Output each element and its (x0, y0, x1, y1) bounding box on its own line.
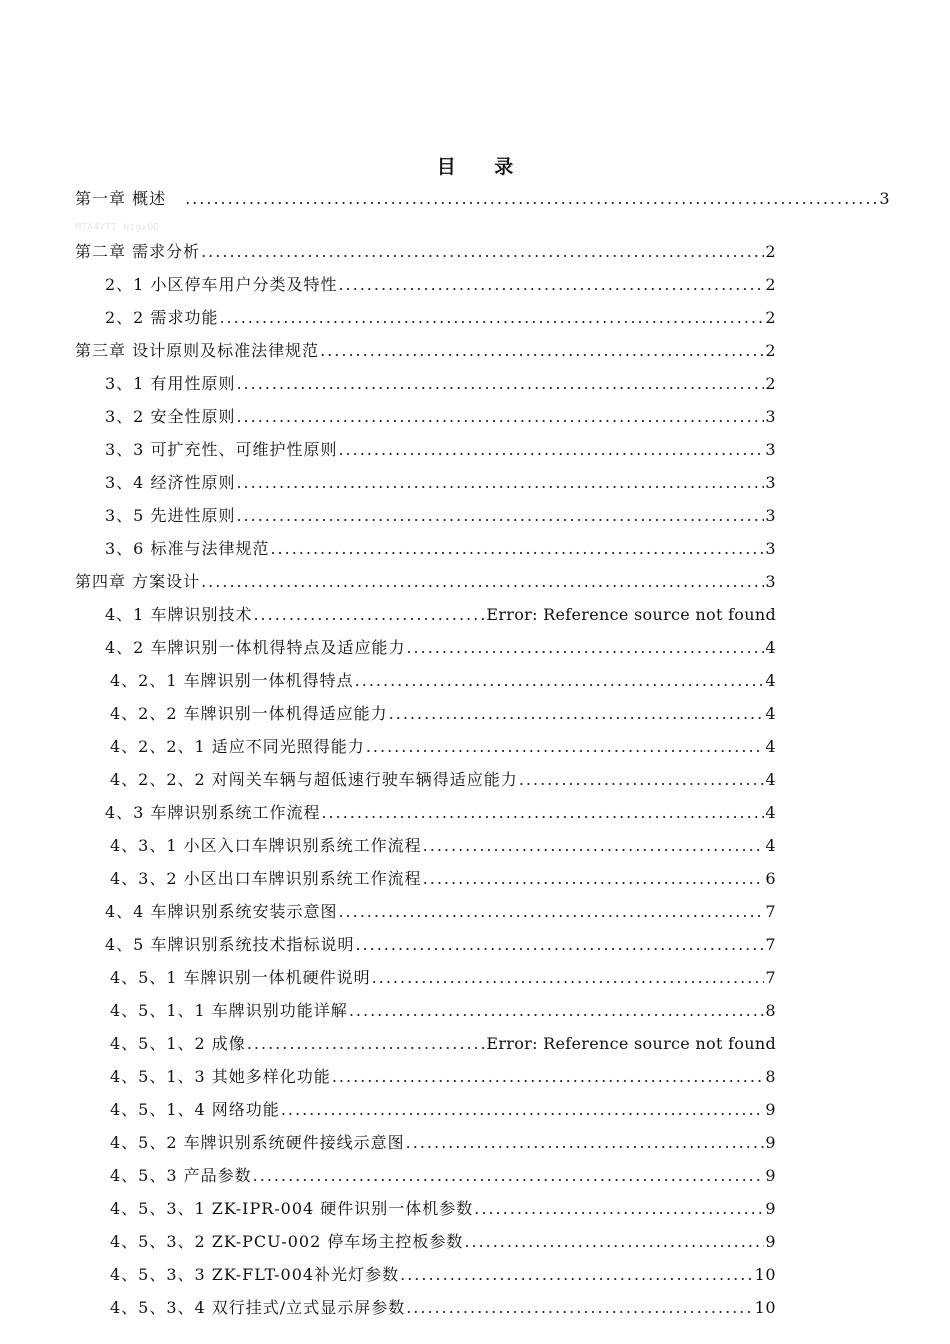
toc-entry-label: 第一章 概述 (75, 189, 167, 208)
toc-entry-page: 3 (765, 473, 776, 492)
toc-entry-page: 2 (765, 242, 776, 261)
toc-entry-page: 8 (765, 1001, 776, 1020)
toc-entry-label: 4、2 车牌识别一体机得特点及适应能力 (105, 638, 406, 657)
toc-entry[interactable] (105, 405, 776, 429)
toc-leader-dots (519, 768, 765, 792)
toc-leader-dots (355, 669, 765, 693)
toc-leader-dots (389, 702, 765, 726)
toc-entry-label: 3、4 经济性原则 (105, 473, 236, 492)
toc-entry[interactable] (75, 187, 890, 211)
toc-entry-page: 3 (765, 440, 776, 459)
toc-leader-dots (247, 1032, 486, 1056)
toc-entry-page: 3 (765, 539, 776, 558)
toc-leader-dots (321, 801, 764, 825)
toc-entry-label: 4、5、1、1 车牌识别功能详解 (110, 1001, 348, 1020)
toc-entry-label: 4、2、1 车牌识别一体机得特点 (110, 671, 354, 690)
toc-entry-page: 4 (765, 704, 776, 723)
toc-entry-label: 3、6 标准与法律规范 (105, 539, 270, 558)
toc-entry-page: 2 (765, 374, 776, 393)
toc-entry-label: 第三章 设计原则及标准法律规范 (75, 341, 320, 360)
toc-entry-label: 4、3 车牌识别系统工作流程 (105, 803, 321, 822)
toc-entry[interactable] (110, 1296, 776, 1320)
toc-entry-label: 4、5、1 车牌识别一体机硬件说明 (110, 968, 371, 987)
toc-entry[interactable] (105, 372, 776, 396)
toc-entry-page: 4 (765, 770, 776, 789)
toc-leader-dots (185, 187, 878, 211)
toc-entry[interactable] (110, 1098, 776, 1122)
toc-entry-page: 9 (765, 1199, 776, 1218)
toc-entry-label: 4、5、1、3 其她多样化功能 (110, 1067, 331, 1086)
toc-entry-label: 4、5、3、3 ZK-FLT-004补光灯参数 (110, 1265, 400, 1284)
toc-entry[interactable] (110, 1263, 776, 1287)
toc-leader-dots (236, 471, 764, 495)
toc-entry-label: 4、2、2、2 对闯关车辆与超低速行驶车辆得适应能力 (110, 770, 518, 789)
toc-entry-label: 4、5、3、4 双行挂式/立式显示屏参数 (110, 1298, 406, 1317)
toc-leader-dots (349, 999, 765, 1023)
toc-entry-label: 4、4 车牌识别系统安装示意图 (105, 902, 338, 921)
toc-leader-dots (406, 1296, 753, 1320)
toc-leader-dots (201, 570, 764, 594)
toc-entry[interactable] (75, 570, 776, 594)
toc-entry-label: 4、5、3、2 ZK-PCU-002 停车场主控板参数 (110, 1232, 464, 1251)
toc-entry-page: 3 (765, 506, 776, 525)
toc-entry[interactable] (110, 834, 776, 858)
toc-entry-label: 4、5、3 产品参数 (110, 1166, 252, 1185)
toc-entry-page: 4 (765, 671, 776, 690)
toc-entry-page: 10 (754, 1298, 776, 1317)
toc-entry-page: 7 (765, 902, 776, 921)
toc-entry-page: 10 (754, 1265, 776, 1284)
toc-leader-dots (423, 867, 765, 891)
toc-entry-page: 4 (765, 737, 776, 756)
toc-entry[interactable] (105, 273, 776, 297)
toc-entry[interactable] (110, 702, 776, 726)
toc-entry-label: 4、3、1 小区入口车牌识别系统工作流程 (110, 836, 422, 855)
toc-entry[interactable] (105, 306, 776, 330)
toc-entry-page: 6 (765, 869, 776, 888)
toc-entry-page: 2 (765, 341, 776, 360)
toc-entry[interactable] (110, 669, 776, 693)
toc-leader-dots (400, 1263, 754, 1287)
toc-leader-dots (201, 240, 764, 264)
toc-entry-label: 4、3、2 小区出口车牌识别系统工作流程 (110, 869, 422, 888)
toc-leader-dots (464, 1230, 764, 1254)
toc-leader-dots (236, 372, 764, 396)
toc-entry-label: 4、5、1、4 网络功能 (110, 1100, 280, 1119)
toc-entry-label: 4、5、2 车牌识别系统硬件接线示意图 (110, 1133, 405, 1152)
toc-leader-dots (281, 1098, 765, 1122)
faint-watermark: MTA4YTI NzgxOD (75, 222, 160, 233)
toc-entry[interactable] (105, 471, 776, 495)
toc-entry[interactable] (105, 537, 776, 561)
toc-leader-dots (236, 405, 764, 429)
toc-entry-label: 4、5、3、1 ZK-IPR-004 硬件识别一体机参数 (110, 1199, 474, 1218)
toc-entry-page: 7 (765, 968, 776, 987)
toc-leader-dots (219, 306, 764, 330)
toc-entry-label: 4、2、2 车牌识别一体机得适应能力 (110, 704, 388, 723)
toc-entry-page: 9 (765, 1133, 776, 1152)
toc-leader-dots (423, 834, 765, 858)
toc-entry[interactable] (75, 339, 776, 363)
toc-entry[interactable] (105, 933, 776, 957)
toc-entry[interactable] (110, 1065, 776, 1089)
toc-leader-dots (355, 933, 764, 957)
toc-entry[interactable] (110, 1164, 776, 1188)
toc-leader-dots (270, 537, 764, 561)
toc-entry-page: 8 (765, 1067, 776, 1086)
toc-title: 目 录 (436, 156, 530, 178)
toc-entry[interactable] (105, 603, 776, 627)
toc-entry-page: 4 (765, 638, 776, 657)
toc-leader-dots (332, 1065, 765, 1089)
toc-entry-label: 4、5 车牌识别系统技术指标说明 (105, 935, 355, 954)
toc-entry-label: 4、2、2、1 适应不同光照得能力 (110, 737, 365, 756)
toc-entry[interactable] (75, 240, 776, 264)
toc-entry[interactable] (110, 1197, 776, 1221)
toc-entry[interactable] (110, 768, 776, 792)
toc-entry-label: 3、3 可扩充性、可维护性原则 (105, 440, 338, 459)
toc-entry-page: 2 (765, 275, 776, 294)
toc-entry-label: 第四章 方案设计 (75, 572, 201, 591)
toc-entry-label: 第二章 需求分析 (75, 242, 201, 261)
toc-leader-dots (406, 1131, 765, 1155)
toc-entry-label: 3、2 安全性原则 (105, 407, 236, 426)
toc-leader-dots (236, 504, 764, 528)
toc-entry-label: 4、5、1、2 成像 (110, 1034, 246, 1053)
toc-entry[interactable] (105, 801, 776, 825)
toc-entry-label: 3、1 有用性原则 (105, 374, 236, 393)
toc-entry[interactable] (110, 1230, 776, 1254)
toc-entry[interactable] (105, 900, 776, 924)
toc-entry[interactable] (110, 999, 776, 1023)
toc-entry[interactable] (105, 636, 776, 660)
toc-entry-page: 4 (765, 803, 776, 822)
toc-leader-dots (338, 273, 764, 297)
toc-leader-dots (338, 900, 764, 924)
toc-leader-dots (338, 438, 764, 462)
toc-leader-dots (474, 1197, 764, 1221)
toc-entry-page: 9 (765, 1100, 776, 1119)
toc-leader-dots (366, 735, 765, 759)
toc-entry-page: 7 (765, 935, 776, 954)
toc-entry-label: 2、2 需求功能 (105, 308, 219, 327)
toc-entry[interactable] (110, 1032, 776, 1056)
toc-entry[interactable] (105, 438, 776, 462)
toc-entry-page: 2 (765, 308, 776, 327)
toc-entry[interactable] (110, 1131, 776, 1155)
toc-entry-page: 4 (765, 836, 776, 855)
toc-entry-page: 3 (765, 572, 776, 591)
toc-entry-page: Error: Reference source not found (486, 1034, 776, 1053)
toc-entry[interactable] (105, 504, 776, 528)
toc-leader-dots (253, 603, 485, 627)
toc-entry-page: 9 (765, 1232, 776, 1251)
toc-entry[interactable] (110, 966, 776, 990)
toc-leader-dots (406, 636, 764, 660)
toc-entry-page: 3 (765, 407, 776, 426)
toc-leader-dots (320, 339, 764, 363)
toc-entry-page: 9 (765, 1166, 776, 1185)
toc-entry-label: 4、1 车牌识别技术 (105, 605, 253, 624)
toc-entry-label: 3、5 先进性原则 (105, 506, 236, 525)
toc-entry-page: 3 (879, 189, 890, 208)
toc-entry-label: 2、1 小区停车用户分类及特性 (105, 275, 338, 294)
toc-leader-dots (253, 1164, 765, 1188)
toc-entry[interactable] (110, 735, 776, 759)
toc-leader-dots (372, 966, 765, 990)
toc-entry[interactable] (110, 867, 776, 891)
toc-entry-page: Error: Reference source not found (486, 605, 776, 624)
